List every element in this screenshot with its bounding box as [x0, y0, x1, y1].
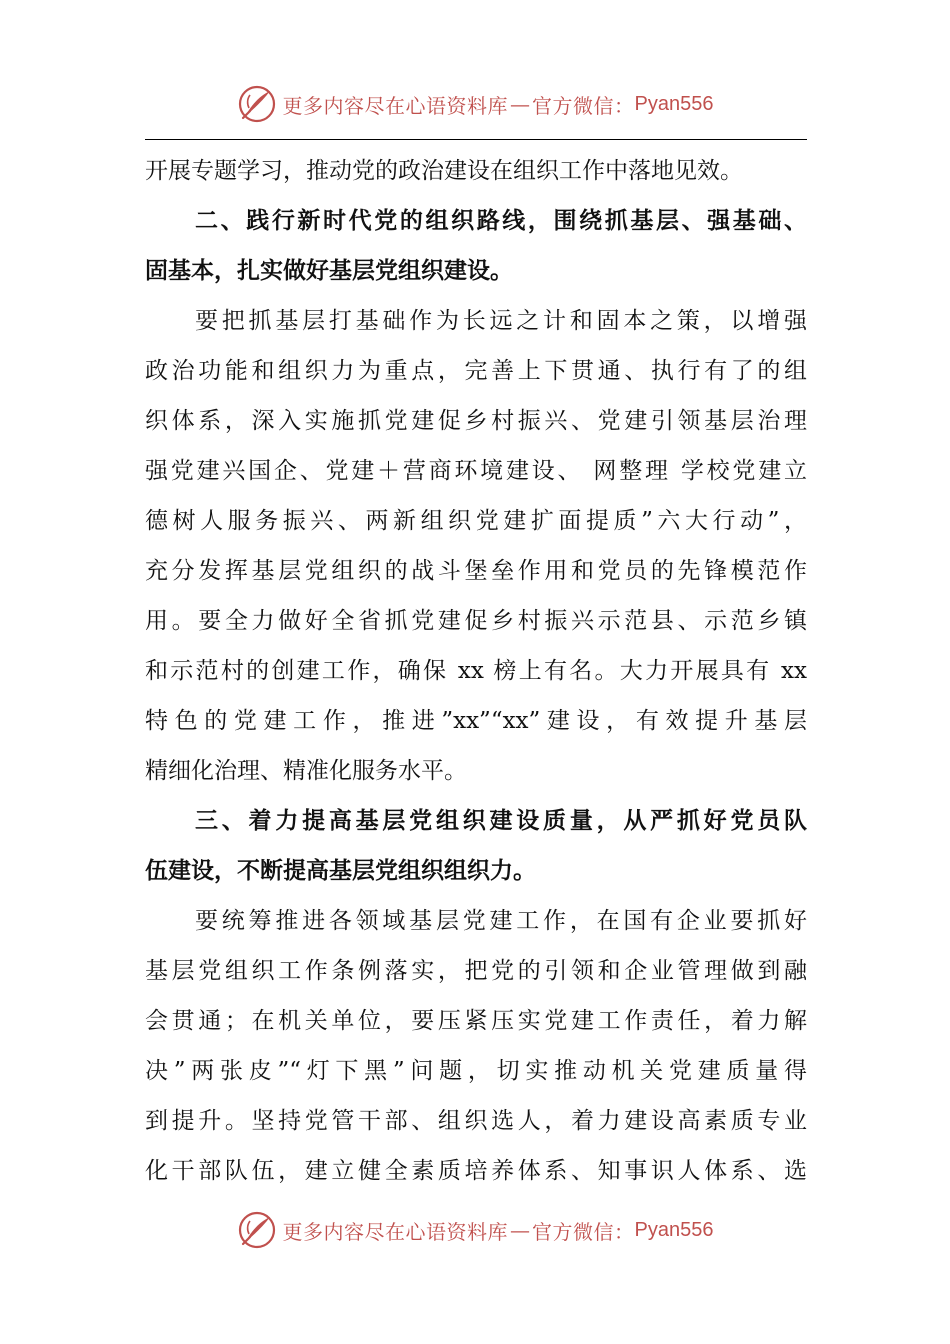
body-line: 化干部队伍，建立健全素质培养体系、知事识人体系、选 — [145, 1158, 807, 1184]
document-body — [145, 146, 807, 1196]
body-line: 要把抓基层打基础作为长远之计和固本之策，以增强 — [195, 308, 807, 334]
banner-separator: — — [510, 92, 531, 116]
quill-pen-logo-icon — [237, 1210, 277, 1250]
body-line: 织体系，深入实施抓党建促乡村振兴、党建引领基层治理 — [145, 408, 807, 434]
banner-wechat-id: Pyan556 — [634, 1218, 714, 1241]
section-heading-3-cont: 伍建设，不断提高基层党组织组织力。 — [145, 858, 536, 884]
body-line: 会贯通；在机关单位，要压紧压实党建工作责任，着力解 — [145, 1008, 807, 1034]
body-line: 强党建兴国企、党建＋营商环境建设、 网整理 学校党建立 — [145, 458, 807, 484]
header-divider — [145, 139, 807, 140]
body-line: 决”两张皮”“灯下黑”问题，切实推动机关党建质量得 — [145, 1058, 807, 1084]
banner-wechat-id: Pyan556 — [634, 92, 714, 115]
banner-contact-label: 官方微信： — [532, 1219, 635, 1244]
body-line: 用。要全力做好全省抓党建促乡村振兴示范县、示范乡镇 — [145, 608, 807, 634]
banner-contact-label: 官方微信： — [532, 93, 635, 118]
body-line: 精细化治理、精准化服务水平。 — [145, 758, 467, 784]
section-heading-2-cont: 固基本，扎实做好基层党组织建设。 — [145, 258, 513, 284]
body-line: 到提升。坚持党管干部、组织选人，着力建设高素质专业 — [145, 1108, 807, 1134]
body-line: 特色的党建工作，推进”xx”“xx”建设，有效提升基层 — [145, 708, 807, 734]
quill-pen-logo-icon — [237, 84, 277, 124]
header-banner — [0, 82, 950, 126]
body-line: 和示范村的创建工作，确保 xx 榜上有名。大力开展具有 xx — [145, 658, 807, 684]
body-line: 要统筹推进各领域基层党建工作，在国有企业要抓好 — [195, 908, 807, 934]
footer-banner — [0, 1208, 950, 1252]
body-line: 充分发挥基层党组织的战斗堡垒作用和党员的先锋模范作 — [145, 558, 807, 584]
banner-site-text: 更多内容尽在心语资料库 — [282, 1219, 509, 1244]
body-line: 政治功能和组织力为重点，完善上下贯通、执行有了的组 — [145, 358, 807, 384]
body-line: 开展专题学习，推动党的政治建设在组织工作中落地见效。 — [145, 158, 743, 184]
body-line: 基层党组织工作条例落实，把党的引领和企业管理做到融 — [145, 958, 807, 984]
body-line: 德树人服务振兴、两新组织党建扩面提质”六大行动”， — [145, 508, 807, 534]
section-heading-2: 二、践行新时代党的组织路线，围绕抓基层、强基础、 — [195, 208, 807, 234]
section-heading-3: 三、着力提高基层党组织建设质量，从严抓好党员队 — [195, 808, 807, 834]
banner-separator: — — [510, 1218, 531, 1242]
banner-site-text: 更多内容尽在心语资料库 — [282, 93, 509, 118]
